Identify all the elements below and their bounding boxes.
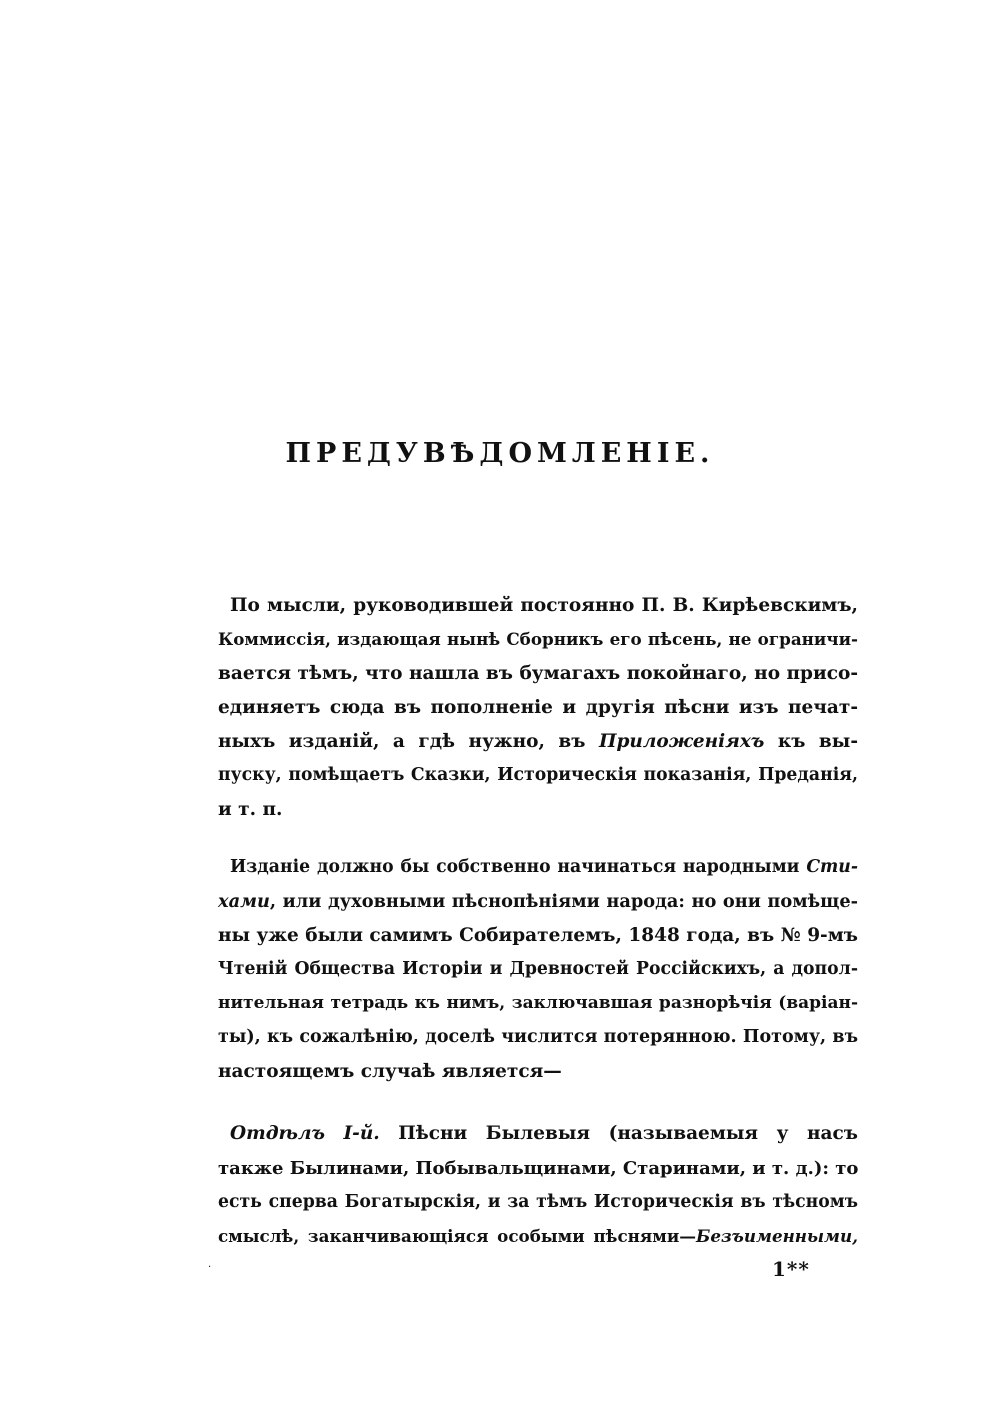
paragraph-1-line-5-part-c: къ вы-: [764, 731, 859, 752]
paragraph-2-line-1-part-a: Изданіе должно бы собственно начинаться народными: [230, 857, 807, 877]
paragraph-2-line-3: ны уже были самимъ Собирателемъ, 1848 года, въ № 9-мъ: [218, 925, 858, 946]
paragraph-3-italic-otdel: Отдѣлъ I-й.: [230, 1123, 380, 1144]
paragraph-3-line-1-part-b: Пѣсни Былевыя (называемыя у насъ: [379, 1123, 858, 1144]
paragraph-2-line-1: [230, 859, 858, 876]
paragraph-2-line-4: Чтеній Общества Исторіи и Древностей Россійскихъ, а допол-: [218, 959, 858, 979]
paragraph-1-line-3: вается тѣмъ, что нашла въ бумагахъ покойнаго, но присо-: [218, 663, 858, 684]
paragraph-1-line-1: По мысли, руководившей постоянно П. В. Кирѣевскимъ,: [230, 595, 858, 616]
paragraph-3-line-3: есть сперва Богатырскія, и за тѣмъ Историческія въ тѣсномъ: [218, 1192, 858, 1212]
paragraph-1-line-2: Коммиссія, издающая нынѣ Сборникъ его пѣсень, не ограничи-: [218, 629, 858, 649]
paragraph-3-line-4-part-a: смыслѣ, заканчивающіяся особыми пѣснями—: [218, 1226, 696, 1246]
paragraph-3-line-2: также Былинами, Побывальщинами, Старинами, и т. д.): то: [218, 1158, 859, 1179]
paragraph-2-italic-khami: хами: [218, 891, 270, 912]
paragraph-3-line-4: [218, 1228, 858, 1245]
paragraph-1-line-5-part-a: ныхъ изданій, а гдѣ нужно, въ: [218, 731, 599, 752]
paragraph-2-line-5: нительная тетрадь къ нимъ, заключавшая разнорѣчія (варіан-: [218, 993, 858, 1013]
paragraph-1-italic-prilozheniyakh: Приложеніяхъ: [598, 731, 765, 752]
paragraph-3-italic-bezymyannymi: Безъименными,: [696, 1226, 858, 1246]
paragraph-2-line-2: [218, 893, 858, 911]
paragraph-2-line-2-part-b: , или духовными пѣснопѣніями народа: но они помѣще-: [269, 891, 858, 912]
paragraph-1-line-4: единяетъ сюда въ пополненіе и другія пѣсни изъ печат-: [218, 697, 858, 718]
paragraph-3-line-1: [230, 1125, 858, 1144]
paragraph-1-line-6: пуску, помѣщаетъ Сказки, Историческія показанія, Преданія,: [218, 765, 858, 785]
paragraph-2-line-6: ты), къ сожалѣнію, доселѣ числится потерянною. Потому, въ: [218, 1027, 858, 1047]
paragraph-2-italic-sti: Сти-: [806, 857, 858, 877]
footer-dot: ·: [208, 1262, 212, 1273]
paragraph-1-line-5: [218, 733, 858, 752]
paragraph-2-line-7: настоящемъ случаѣ является—: [218, 1061, 562, 1082]
paragraph-1-line-7: и т. п.: [218, 799, 283, 820]
printer-signature-mark: 1**: [772, 1257, 810, 1281]
page-title: ПРЕДУВѢДОМЛЕНІЕ.: [285, 438, 715, 469]
